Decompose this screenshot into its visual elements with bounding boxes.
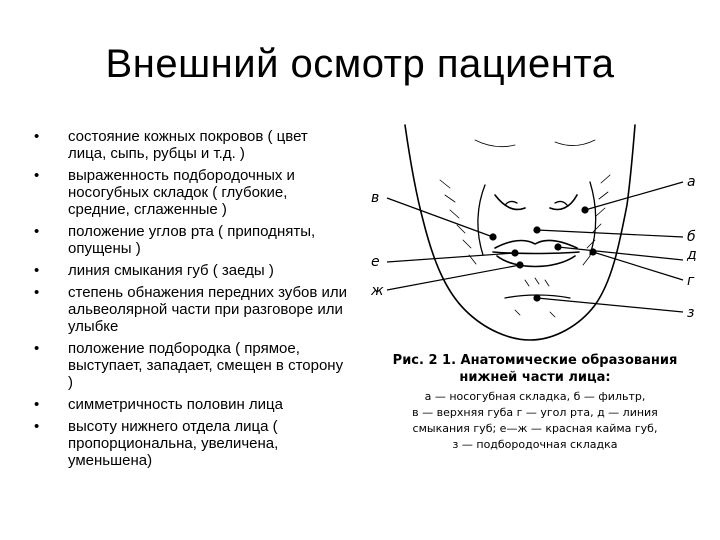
bullet-text: высоту нижнего отдела лица ( пропорциональна, увеличена, уменьшена) — [68, 418, 279, 469]
caption-body — [365, 389, 705, 453]
caption-line: смыкания губ; е—ж — красная кайма губ, — [412, 422, 658, 435]
bullet-icon: • — [34, 128, 40, 145]
caption-title-line-1: Рис. 2 1. Анатомические образования — [392, 353, 678, 368]
label-v: в — [371, 190, 380, 206]
slide-title: Внешний осмотр пациента — [105, 42, 615, 86]
figure-caption — [365, 352, 705, 453]
bullet-text: линия смыкания губ ( заеды ) — [68, 262, 274, 279]
bullet-text: положение подбородка ( прямое, выступает, западает, смещен в сторону ) — [68, 340, 344, 391]
label-e: е — [371, 254, 380, 270]
nasolabial-fold — [478, 182, 596, 255]
bullet-icon: • — [34, 284, 40, 301]
bullet-text: симметричность половин лица — [68, 396, 283, 413]
label-zh: ж — [371, 283, 384, 299]
list-item — [30, 396, 350, 413]
list-item — [30, 340, 350, 391]
list-item — [30, 284, 350, 335]
caption-line: в — верхняя губа г — угол рта, д — линия — [412, 406, 658, 419]
bullet-list — [30, 128, 350, 474]
bullet-icon: • — [34, 340, 40, 357]
list-item — [30, 223, 350, 257]
list-item — [30, 262, 350, 279]
list-item — [30, 128, 350, 162]
bullet-icon: • — [34, 418, 40, 435]
upper-lip — [495, 241, 577, 248]
bullet-text: степень обнажения передних зубов или альвеолярной части при разговоре или улыбке — [68, 284, 348, 335]
bullet-icon: • — [34, 223, 40, 240]
lower-lip — [497, 256, 575, 267]
label-a: а — [687, 174, 696, 190]
list-item — [30, 418, 350, 469]
list-item — [30, 167, 350, 218]
caption-title-line-2: нижней части лица: — [459, 370, 611, 385]
caption-line: з — подбородочная складка — [452, 438, 618, 451]
bullet-icon: • — [34, 167, 40, 184]
face-illustration — [365, 120, 705, 345]
bullet-text: состояние кожных покровов ( цвет лица, сыпь, рубцы и т.д. ) — [68, 128, 308, 162]
label-d: д — [687, 247, 697, 263]
label-g: г — [687, 273, 695, 289]
bullet-text: положение углов рта ( приподняты, опущены ) — [68, 223, 316, 257]
label-z: з — [687, 305, 695, 321]
caption-line: а — носогубная складка, б — фильтр, — [424, 390, 646, 403]
bullet-text: выраженность подбородочных и носогубных складок ( глубокие, средние, сглаженные ) — [68, 167, 295, 218]
bullet-icon: • — [34, 396, 40, 413]
label-b: б — [687, 229, 696, 245]
bullet-icon: • — [34, 262, 40, 279]
